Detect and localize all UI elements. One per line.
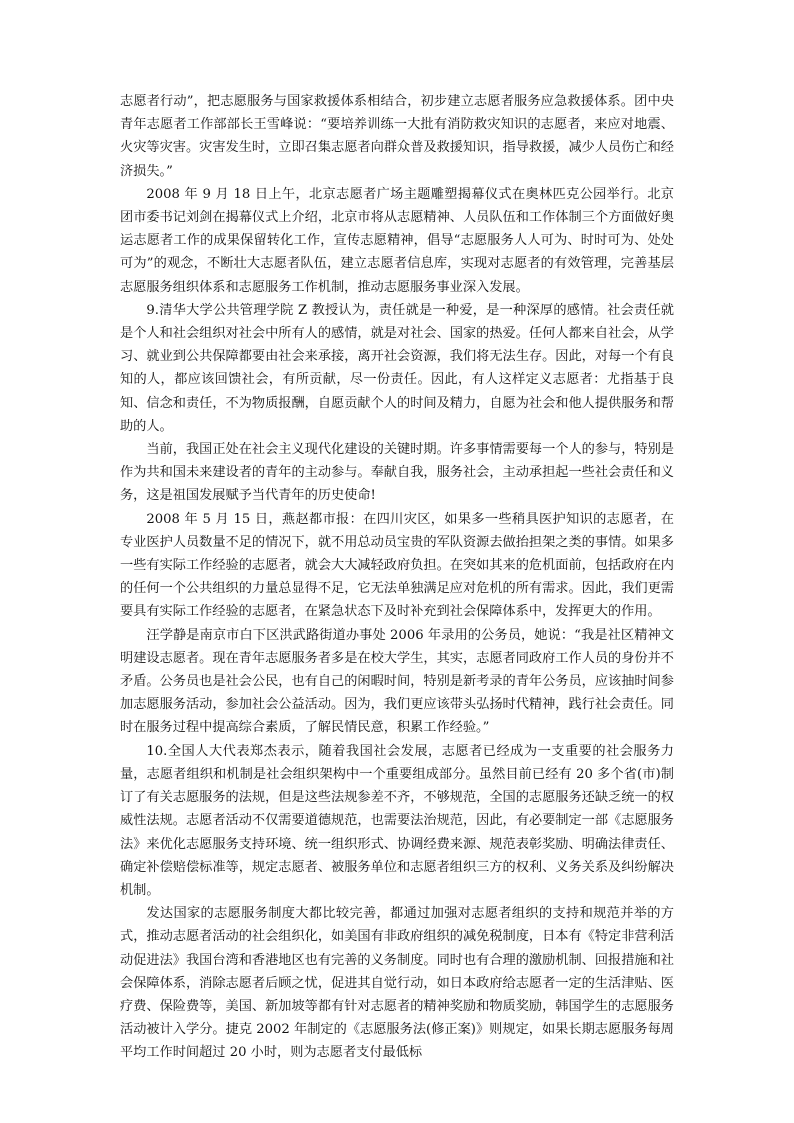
paragraph-8: 发达国家的志愿服务制度大都比较完善，都通过加强对志愿者组织的支持和规范并举的方式，推动志愿者活动的社会组织化，如美国有非政府组织的减免税制度，日本有《特定非营利活动促进法》我国台湾和香港地区也有完善的义务制度。同时也有合理的激励机制、回报措施和社会保障体系，消除志愿者后顾之忧，促进其自觉行动，如日本政府给志愿者一定的生活津贴、医疗费、保险费等，美国、新加坡等都有针对志愿者的精神奖励和物质奖励，韩国学生的志愿服务活动被计入学分。捷克 2002 年制定的《志愿服务法(修正案)》则规定，如果长期志愿服务每周平均工作时间超过 20 小时，则为志愿者支付最低标 <box>120 906 674 1061</box>
paragraph-4: 当前，我国正处在社会主义现代化建设的关键时期。许多事情需要每一个人的参与，特别是作为共和国未来建设者的青年的主动参与。奉献自我，服务社会，主动承担起一些社会责任和义务，这是祖国发展赋予当代青年的历史使命! <box>120 442 674 504</box>
paragraph-2: 2008 年 9 月 18 日上午，北京志愿者广场主题雕塑揭幕仪式在奥林匹克公园举行。北京团市委书记刘剑在揭幕仪式上介绍，北京市将从志愿精神、人员队伍和工作体制三个方面做好奥运志愿者工作的成果保留转化工作，宣传志愿精神，倡导“志愿服务人人可为、时时可为、处处可为”的观念，不断壮大志愿者队伍，建立志愿者信息库，实现对志愿者的有效管理，完善基层志愿服务组织体系和志愿服务工作机制，推动志愿服务事业深入发展。 <box>120 186 674 295</box>
paragraph-6: 汪学静是南京市白下区洪武路街道办事处 2006 年录用的公务员，她说：“我是社区精神文明建设志愿者。现在青年志愿服务者多是在校大学生，其实，志愿者同政府工作人员的身份并不矛盾。公务员也是社会公民，也有自己的闲暇时间，特别是新考录的青年公务员，应该抽时间参加志愿服务活动，参加社会公益活动。因为，我们更应该带头弘扬时代精神，践行社会责任。同时在服务过程中提高综合素质，了解民情民意，积累工作经验。” <box>120 627 674 736</box>
paragraph-3: 9.清华大学公共管理学院 Z 教授认为，责任就是一种爱，是一种深厚的感情。社会责任就是个人和社会组织对社会中所有人的感情，就是对社会、国家的热爱。任何人都来自社会，从学习、就业到公共保障都要由社会来承接，离开社会资源，我们将无法生存。因此，对每一个有良知的人，都应该回馈社会，有所贡献，尽一份责任。因此，有人这样定义志愿者：尤指基于良知、信念和责任，不为物质报酬，自愿贡献个人的时间及精力，自愿为社会和他人提供服务和帮助的人。 <box>120 302 674 434</box>
paragraph-7: 10.全国人大代表郑杰表示，随着我国社会发展，志愿者已经成为一支重要的社会服务力量，志愿者组织和机制是社会组织架构中一个重要组成部分。虽然目前已经有 20 多个省(市)制订了有关志愿服务的法规，但是这些法规参差不齐，不够规范，全国的志愿服务还缺乏统一的权威性法规。志愿者活动不仅需要道德规范，也需要法治规范，因此，有必要制定一部《志愿服务法》来优化志愿服务支持环境、统一组织形式、协调经费来源、规范表彰奖励、明确法律责任、确定补偿赔偿标准等，规定志愿者、被服务单位和志愿者组织三方的权利、义务关系及纠纷解决机制。 <box>120 743 674 898</box>
document-page <box>120 90 674 1065</box>
paragraph-5: 2008 年 5 月 15 日，燕赵都市报：在四川灾区，如果多一些稍具医护知识的志愿者，在专业医护人员数量不足的情况下，就不用总动员宝贵的军队资源去做抬担架之类的事情。如果多一些有实际工作经验的志愿者，就会大大减轻政府负担。在突如其来的危机面前，包括政府在内的任何一个公共组织的力量总显得不足，它无法单独满足应对危机的所有需求。因此，我们更需要具有实际工作经验的志愿者，在紧急状态下及时补充到社会保障体系中，发挥更大的作用。 <box>120 511 674 620</box>
paragraph-1: 志愿者行动”，把志愿服务与国家救援体系相结合，初步建立志愿者服务应急救援体系。团中央青年志愿者工作部部长王雪峰说：“要培养训练一大批有消防救灾知识的志愿者，来应对地震、火灾等灾害。灾害发生时，立即召集志愿者向群众普及救援知识，指导救援，减少人员伤亡和经济损失。” <box>120 94 674 179</box>
